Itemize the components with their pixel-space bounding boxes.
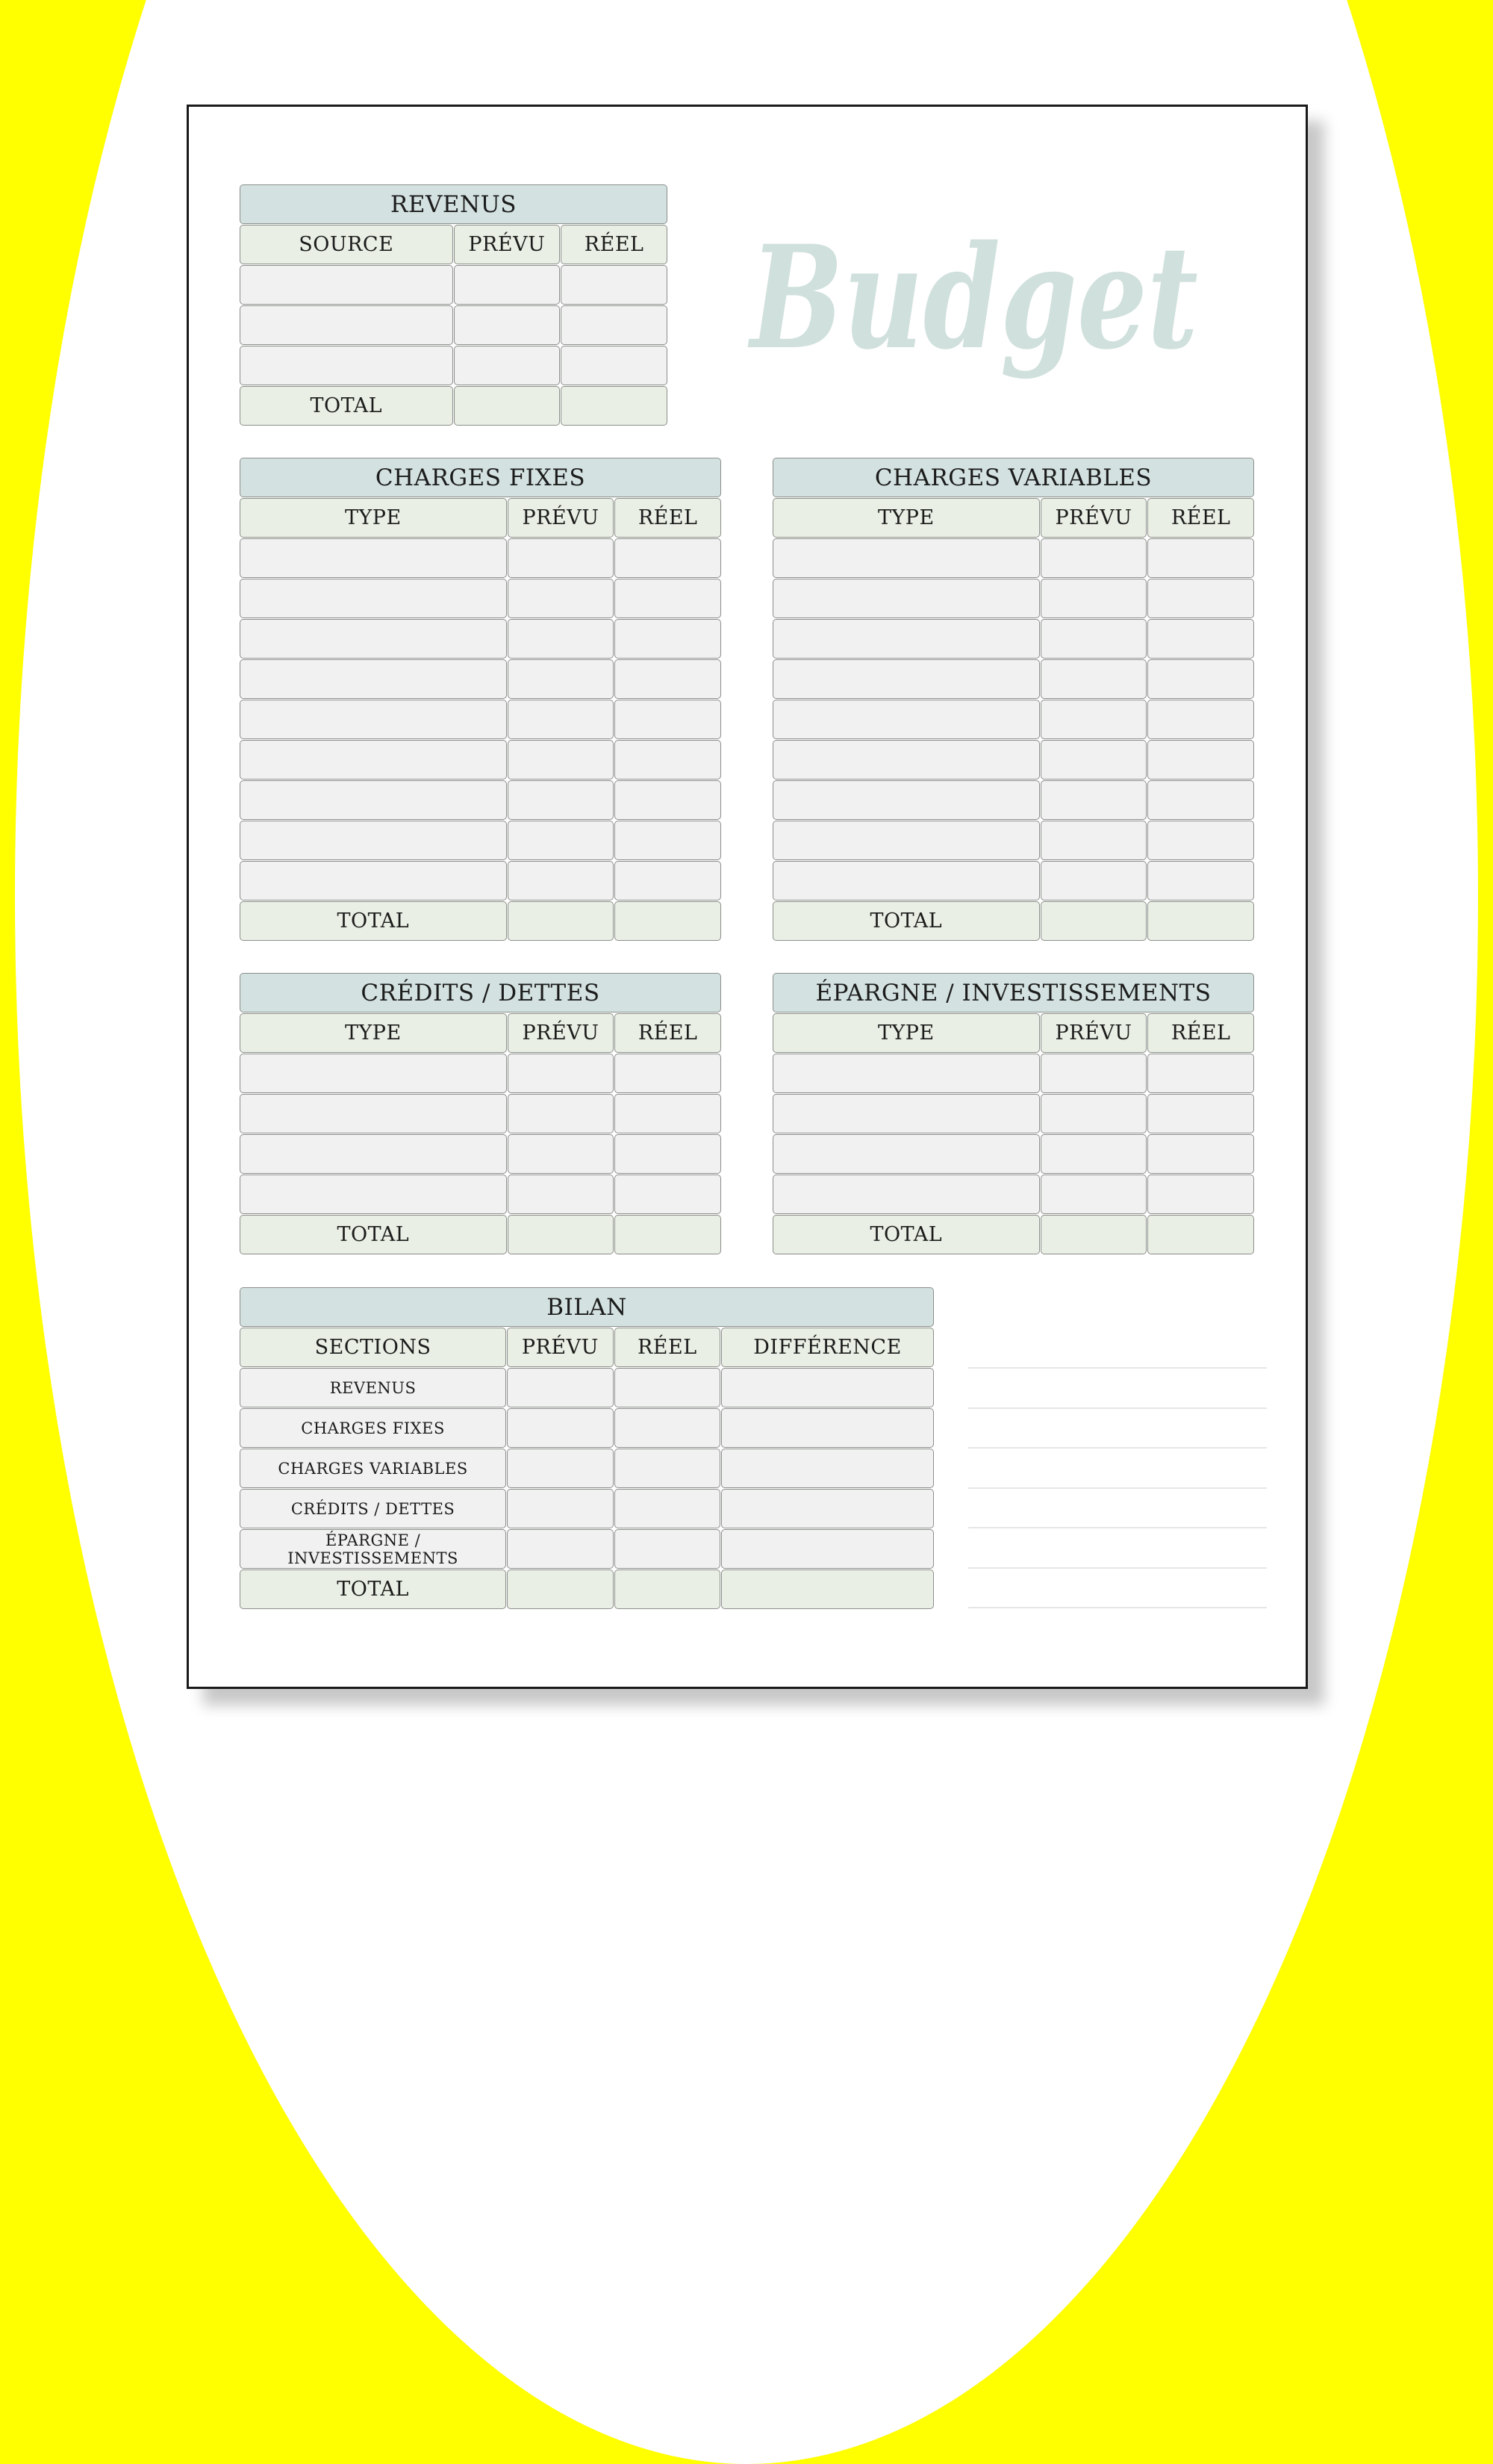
cell[interactable]: [508, 1094, 614, 1133]
cell[interactable]: [1041, 780, 1147, 820]
cell[interactable]: [240, 619, 507, 659]
cell[interactable]: [508, 619, 614, 659]
cell[interactable]: [614, 1408, 720, 1448]
cell[interactable]: [614, 700, 721, 739]
revenus-total-label: TOTAL: [240, 386, 453, 426]
bilan-total-label: TOTAL: [240, 1569, 506, 1609]
table-row: [240, 861, 721, 900]
table-row: [240, 305, 667, 345]
table-row: [240, 659, 721, 699]
cell[interactable]: [614, 1449, 720, 1488]
cell[interactable]: [1147, 659, 1254, 699]
bilan-table: [239, 1287, 935, 1610]
cell[interactable]: [508, 861, 614, 900]
charges-fixes-table: [239, 457, 722, 942]
cell[interactable]: [240, 579, 507, 618]
cell[interactable]: [1147, 700, 1254, 739]
table-row: [240, 1175, 721, 1214]
credits-dettes-table: [239, 972, 722, 1255]
table-row: [240, 740, 721, 780]
cell[interactable]: [240, 1054, 507, 1093]
bilan-row-label: CRÉDITS / DETTES: [240, 1489, 506, 1528]
cell[interactable]: [507, 1449, 613, 1488]
cell[interactable]: [240, 780, 507, 820]
charges-fixes-col-type: TYPE: [240, 498, 507, 538]
cell[interactable]: [454, 305, 561, 345]
cell[interactable]: [721, 1489, 934, 1528]
cell[interactable]: [454, 265, 561, 305]
cell[interactable]: [240, 700, 507, 739]
cell[interactable]: [1147, 861, 1254, 900]
cell[interactable]: [1041, 1054, 1147, 1093]
table-row: [773, 821, 1254, 860]
cell[interactable]: [240, 538, 507, 578]
revenus-table: [239, 184, 668, 426]
table-row: [240, 1489, 934, 1528]
cell[interactable]: [1147, 901, 1254, 941]
cell[interactable]: [508, 1175, 614, 1214]
budget-logo: [743, 213, 1221, 399]
note-line[interactable]: [968, 1487, 1267, 1489]
credits-col-prevu: PRÉVU: [508, 1013, 614, 1053]
table-row: [240, 579, 721, 618]
cell[interactable]: [454, 386, 561, 426]
cell[interactable]: [240, 1175, 507, 1214]
cell[interactable]: [721, 1408, 934, 1448]
table-row: [240, 538, 721, 578]
cell[interactable]: [773, 821, 1040, 860]
revenus-col-reel: RÉEL: [561, 225, 667, 264]
cell[interactable]: [614, 901, 721, 941]
cell[interactable]: [1147, 821, 1254, 860]
table-row: [240, 1054, 721, 1093]
cell[interactable]: [1041, 740, 1147, 780]
bilan-row-label: REVENUS: [240, 1368, 506, 1407]
cell[interactable]: [507, 1408, 613, 1448]
note-line[interactable]: [968, 1607, 1267, 1608]
charges-fixes-title: CHARGES FIXES: [240, 458, 721, 497]
bilan-col-reel: RÉEL: [614, 1328, 720, 1367]
cell[interactable]: [1147, 1175, 1254, 1214]
cell[interactable]: [773, 700, 1040, 739]
cell[interactable]: [507, 1569, 613, 1609]
cell[interactable]: [1041, 1215, 1147, 1254]
cell[interactable]: [508, 1134, 614, 1174]
table-row: [240, 700, 721, 739]
cell[interactable]: [773, 619, 1040, 659]
table-row: [773, 740, 1254, 780]
cell[interactable]: [508, 538, 614, 578]
cell[interactable]: [508, 659, 614, 699]
revenus-title: REVENUS: [240, 184, 667, 224]
table-row: [773, 1054, 1254, 1093]
table-row: [240, 821, 721, 860]
note-line[interactable]: [968, 1447, 1267, 1449]
cell[interactable]: [1041, 619, 1147, 659]
table-row: [240, 780, 721, 820]
cell[interactable]: [773, 579, 1040, 618]
cell[interactable]: [773, 1094, 1040, 1133]
cell[interactable]: [240, 821, 507, 860]
cell[interactable]: [773, 740, 1040, 780]
cell[interactable]: [561, 386, 667, 426]
charges-variables-col-reel: RÉEL: [1147, 498, 1254, 538]
cell[interactable]: [773, 780, 1040, 820]
cell[interactable]: [614, 1569, 720, 1609]
budget-logo-text: Budget: [747, 214, 1198, 381]
cell[interactable]: [721, 1529, 934, 1569]
cell[interactable]: [1147, 1054, 1254, 1093]
cell[interactable]: [614, 1094, 721, 1133]
cell[interactable]: [1041, 861, 1147, 900]
credits-dettes-title: CRÉDITS / DETTES: [240, 973, 721, 1012]
cell[interactable]: [1147, 619, 1254, 659]
bilan-row-label: ÉPARGNE / INVESTISSEMENTS: [240, 1529, 506, 1569]
cell[interactable]: [1147, 1094, 1254, 1133]
cell[interactable]: [1147, 740, 1254, 780]
table-row: [240, 346, 667, 385]
cell[interactable]: [773, 861, 1040, 900]
cell[interactable]: [508, 1054, 614, 1093]
charges-variables-total-label: TOTAL: [773, 901, 1040, 941]
epargne-investissements-table: [772, 972, 1255, 1255]
cell[interactable]: [1147, 579, 1254, 618]
note-line[interactable]: [968, 1567, 1267, 1569]
table-row: [773, 619, 1254, 659]
cell[interactable]: [240, 1134, 507, 1174]
credits-total-label: TOTAL: [240, 1215, 507, 1254]
cell[interactable]: [240, 740, 507, 780]
cell[interactable]: [721, 1449, 934, 1488]
cell[interactable]: [508, 740, 614, 780]
cell[interactable]: [1147, 1215, 1254, 1254]
epargne-investissements-title: ÉPARGNE / INVESTISSEMENTS: [773, 973, 1254, 1012]
table-row: [240, 1529, 934, 1569]
cell[interactable]: [614, 1529, 720, 1569]
table-row: [773, 1094, 1254, 1133]
epargne-col-reel: RÉEL: [1147, 1013, 1254, 1053]
note-line[interactable]: [968, 1527, 1267, 1528]
cell[interactable]: [614, 780, 721, 820]
cell[interactable]: [614, 740, 721, 780]
cell[interactable]: [773, 538, 1040, 578]
credits-col-type: TYPE: [240, 1013, 507, 1053]
table-row: [240, 1134, 721, 1174]
charges-fixes-total-label: TOTAL: [240, 901, 507, 941]
cell[interactable]: [561, 305, 667, 345]
cell[interactable]: [1041, 700, 1147, 739]
cell[interactable]: [1147, 538, 1254, 578]
bilan-row-label: CHARGES FIXES: [240, 1408, 506, 1448]
cell[interactable]: [240, 1094, 507, 1133]
charges-variables-title: CHARGES VARIABLES: [773, 458, 1254, 497]
cell[interactable]: [614, 659, 721, 699]
cell[interactable]: [614, 579, 721, 618]
bilan-row-label: CHARGES VARIABLES: [240, 1449, 506, 1488]
cell[interactable]: [614, 1175, 721, 1214]
table-row: [773, 861, 1254, 900]
cell[interactable]: [614, 1054, 721, 1093]
cell[interactable]: [240, 346, 453, 385]
cell[interactable]: [773, 659, 1040, 699]
cell[interactable]: [614, 1134, 721, 1174]
table-row: [240, 265, 667, 305]
cell[interactable]: [1041, 1094, 1147, 1133]
cell[interactable]: [561, 265, 667, 305]
table-row: [773, 700, 1254, 739]
table-row: [773, 1134, 1254, 1174]
charges-variables-table: [772, 457, 1255, 942]
cell[interactable]: [508, 780, 614, 820]
cell[interactable]: [508, 700, 614, 739]
cell[interactable]: [507, 1489, 613, 1528]
table-row: [773, 659, 1254, 699]
charges-variables-col-prevu: PRÉVU: [1041, 498, 1147, 538]
cell[interactable]: [1147, 780, 1254, 820]
bilan-col-sections: SECTIONS: [240, 1328, 506, 1367]
cell[interactable]: [507, 1368, 613, 1407]
bilan-title: BILAN: [240, 1287, 934, 1327]
cell[interactable]: [1041, 538, 1147, 578]
cell[interactable]: [508, 579, 614, 618]
table-row: [773, 1175, 1254, 1214]
cell[interactable]: [240, 659, 507, 699]
cell[interactable]: [773, 1054, 1040, 1093]
epargne-col-prevu: PRÉVU: [1041, 1013, 1147, 1053]
charges-variables-col-type: TYPE: [773, 498, 1040, 538]
cell[interactable]: [614, 538, 721, 578]
revenus-col-source: SOURCE: [240, 225, 453, 264]
cell[interactable]: [508, 821, 614, 860]
table-row: [240, 1408, 934, 1448]
table-row: [773, 780, 1254, 820]
cell[interactable]: [614, 1215, 721, 1254]
cell[interactable]: [1041, 659, 1147, 699]
cell[interactable]: [240, 861, 507, 900]
cell[interactable]: [454, 346, 561, 385]
cell[interactable]: [721, 1569, 934, 1609]
credits-col-reel: RÉEL: [614, 1013, 721, 1053]
note-line[interactable]: [968, 1407, 1267, 1409]
cell[interactable]: [773, 1175, 1040, 1214]
table-row: [240, 1094, 721, 1133]
table-row: [240, 1449, 934, 1488]
bilan-col-difference: DIFFÉRENCE: [721, 1328, 934, 1367]
charges-fixes-col-prevu: PRÉVU: [508, 498, 614, 538]
cell[interactable]: [721, 1368, 934, 1407]
cell[interactable]: [1041, 901, 1147, 941]
bilan-col-prevu: PRÉVU: [507, 1328, 613, 1367]
cell[interactable]: [773, 1134, 1040, 1174]
note-line[interactable]: [968, 1367, 1267, 1369]
table-row: [773, 579, 1254, 618]
table-row: [773, 538, 1254, 578]
cell[interactable]: [1041, 579, 1147, 618]
epargne-total-label: TOTAL: [773, 1215, 1040, 1254]
charges-fixes-col-reel: RÉEL: [614, 498, 721, 538]
cell[interactable]: [508, 1215, 614, 1254]
cell[interactable]: [1041, 1175, 1147, 1214]
cell[interactable]: [614, 1489, 720, 1528]
cell[interactable]: [614, 821, 721, 860]
cell[interactable]: [614, 861, 721, 900]
epargne-col-type: TYPE: [773, 1013, 1040, 1053]
cell[interactable]: [240, 265, 453, 305]
cell[interactable]: [614, 1368, 720, 1407]
table-row: [240, 1368, 934, 1407]
cell[interactable]: [508, 901, 614, 941]
cell[interactable]: [240, 305, 453, 345]
cell[interactable]: [1147, 1134, 1254, 1174]
revenus-col-prevu: PRÉVU: [454, 225, 561, 264]
table-row: [240, 619, 721, 659]
cell[interactable]: [507, 1529, 613, 1569]
cell[interactable]: [561, 346, 667, 385]
cell[interactable]: [614, 619, 721, 659]
cell[interactable]: [1041, 1134, 1147, 1174]
cell[interactable]: [1041, 821, 1147, 860]
